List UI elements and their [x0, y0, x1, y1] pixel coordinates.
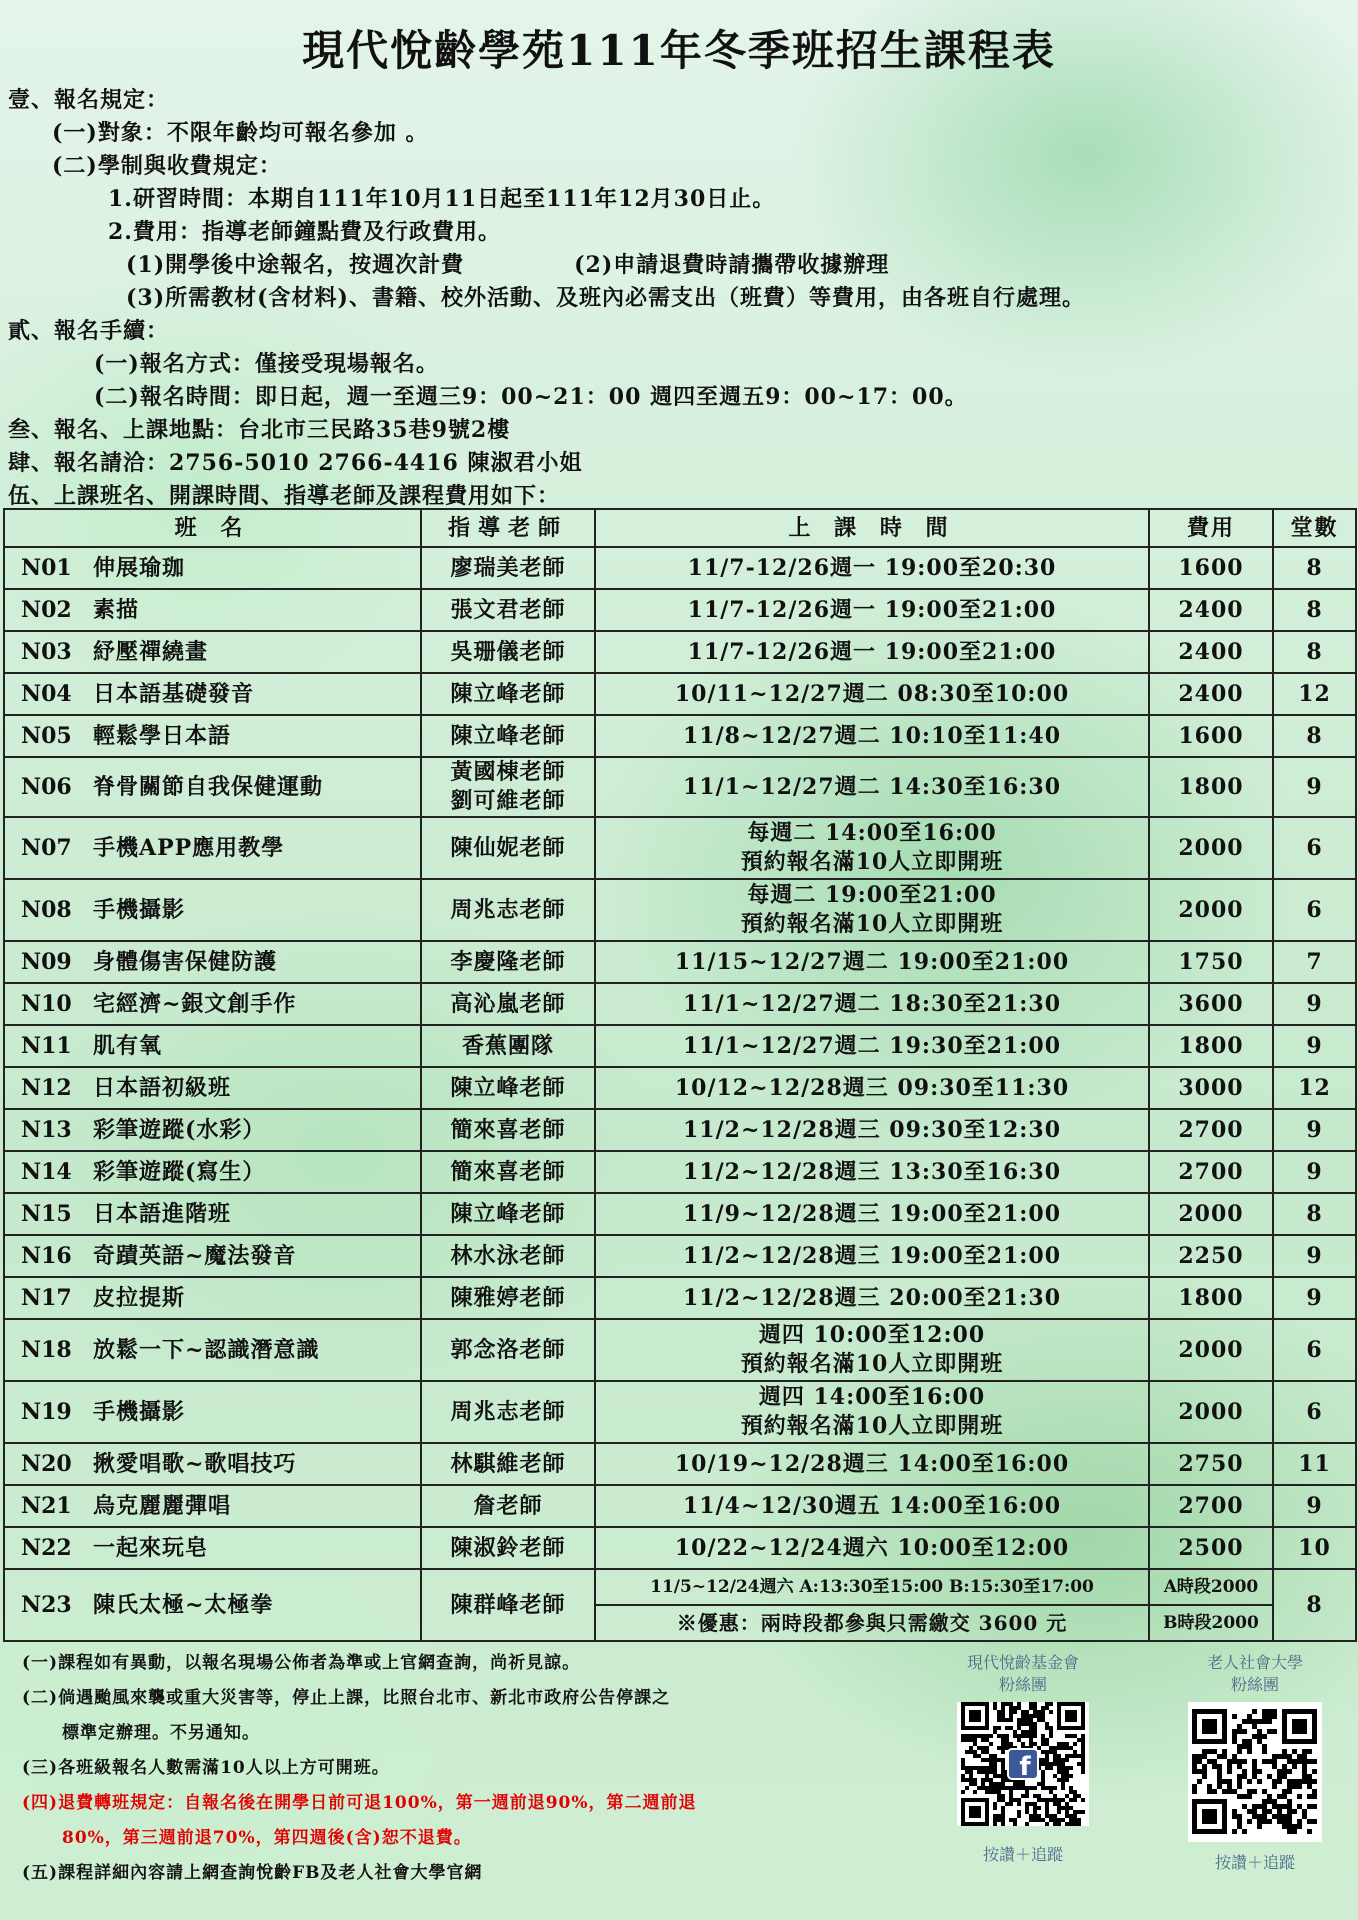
time-cell	[595, 983, 1149, 1025]
teacher-name: 陳立峰老師	[450, 680, 566, 707]
qr-footer: 按讚＋追蹤	[982, 1845, 1063, 1864]
teacher-cell	[421, 673, 595, 715]
time-cell	[595, 1443, 1149, 1485]
teacher-name: 周兆志老師	[450, 896, 566, 923]
note-line: 80%，第三週前退70%，第四週後(含)恕不退費。	[62, 1828, 472, 1848]
class-code: N12	[21, 1074, 72, 1101]
time-cell	[595, 1527, 1149, 1569]
time-cell	[595, 547, 1149, 589]
note-line: (二)倘遇颱風來襲或重大災害等，停止上課，比照台北市、新北市政府公告停課之	[22, 1688, 671, 1708]
header-sessions: 堂數	[1273, 509, 1356, 547]
table-row	[4, 547, 1356, 589]
teacher-cell	[421, 817, 595, 879]
class-name-cell	[4, 1151, 421, 1193]
sessions-cell: 11	[1273, 1443, 1356, 1485]
class-time: 10/19~12/28週三 14:00至16:00	[674, 1450, 1070, 1477]
teacher-cell	[421, 1235, 595, 1277]
teacher-cell	[421, 1151, 595, 1193]
fee-cell: 1800	[1149, 757, 1273, 817]
sessions-cell: 6	[1273, 879, 1356, 941]
class-name: 彩筆遊蹤(寫生）	[93, 1158, 266, 1185]
class-name-cell	[4, 631, 421, 673]
table-row	[4, 1485, 1356, 1527]
class-time: 11/2~12/28週三 09:30至12:30	[682, 1116, 1062, 1143]
teacher-cell	[421, 1443, 595, 1485]
class-name-cell	[4, 547, 421, 589]
class-code: N15	[21, 1200, 72, 1227]
teacher-name: 李慶隆老師	[450, 948, 566, 975]
fee-cell-b: B時段2000	[1149, 1605, 1273, 1641]
time-cell	[595, 1485, 1149, 1527]
class-code: N10	[21, 990, 72, 1017]
class-name: 一起來玩皂	[93, 1534, 209, 1561]
class-name-cell	[4, 879, 421, 941]
teacher-cell	[421, 983, 595, 1025]
teacher-name: 香蕉團隊	[461, 1032, 554, 1059]
time-cell	[595, 715, 1149, 757]
table-row	[4, 1277, 1356, 1319]
sessions-cell: 9	[1273, 1109, 1356, 1151]
sessions-cell: 6	[1273, 817, 1356, 879]
class-code: N20	[21, 1450, 72, 1477]
class-code: N04	[21, 680, 72, 707]
class-name: 伸展瑜珈	[93, 554, 186, 581]
class-name: 宅經濟~銀文創手作	[93, 990, 297, 1017]
class-time-note: 預約報名滿10人立即開班	[740, 911, 1004, 937]
rule-line	[8, 84, 1354, 117]
table-row	[4, 757, 1356, 817]
teacher-name: 林水泳老師	[450, 1242, 566, 1269]
table-row	[4, 1527, 1356, 1569]
qr-footer: 按讚＋追蹤	[1214, 1853, 1295, 1872]
rule-line	[8, 282, 1354, 315]
fee-cell: 1800	[1149, 1277, 1273, 1319]
class-name-cell	[4, 1109, 421, 1151]
rule-text: (一)對象：不限年齡均可報名參加 。	[52, 120, 429, 146]
class-name-cell	[4, 1485, 421, 1527]
header-time: 上 課 時 間	[595, 509, 1149, 547]
class-name-cell	[4, 757, 421, 817]
note-line: (一)課程如有異動，以報名現場公佈者為準或上官網查詢，尚祈見諒。	[22, 1653, 581, 1673]
class-code: N11	[21, 1032, 72, 1059]
class-name: 手機APP應用教學	[93, 834, 285, 861]
time-cell	[595, 1109, 1149, 1151]
teacher-name: 廖瑞美老師	[450, 554, 566, 581]
sessions-cell: 9	[1273, 1277, 1356, 1319]
fee-cell: 2400	[1149, 673, 1273, 715]
university-qr-block	[1170, 1652, 1340, 1874]
table-row	[4, 631, 1356, 673]
rule-text: (3)所需教材(含材料)、書籍、校外活動、及班內必需支出（班費）等費用，由各班自行處理。	[126, 285, 1085, 311]
rule-line	[8, 183, 1354, 216]
class-name-cell	[4, 589, 421, 631]
rule-line	[8, 249, 1354, 282]
table-row	[4, 1193, 1356, 1235]
class-name-cell	[4, 715, 421, 757]
registration-rules	[8, 84, 1354, 513]
table-row	[4, 1235, 1356, 1277]
class-time: 11/1~12/27週二 14:30至16:30	[682, 773, 1062, 800]
class-name-cell	[4, 1527, 421, 1569]
fee-cell: 1800	[1149, 1025, 1273, 1067]
rule-text: 叁、報名、上課地點：台北市三民路35巷9號2樓	[8, 417, 511, 443]
teacher-name: 陳立峰老師	[450, 1074, 566, 1101]
class-time: 11/2~12/28週三 20:00至21:30	[682, 1284, 1062, 1311]
teacher-cell	[421, 715, 595, 757]
rule-text: 肆、報名請洽：2756-5010 2766-4416 陳淑君小姐	[8, 450, 583, 476]
table-row	[4, 673, 1356, 715]
time-cell	[595, 1381, 1149, 1443]
fee-cell: 2400	[1149, 589, 1273, 631]
promo-cell: ※優惠：兩時段都參與只需繳交 3600 元	[595, 1605, 1149, 1641]
class-time: 10/11~12/27週二 08:30至10:00	[674, 680, 1070, 707]
teacher-cell	[421, 1109, 595, 1151]
teacher-cell	[421, 631, 595, 673]
fee-cell: 2000	[1149, 1319, 1273, 1381]
class-time: 10/22~12/24週六 10:00至12:00	[674, 1534, 1070, 1561]
class-code: N18	[21, 1336, 72, 1363]
class-name-cell	[4, 1277, 421, 1319]
class-code: N06	[21, 773, 72, 800]
table-row	[4, 715, 1356, 757]
time-cell	[595, 757, 1149, 817]
time-cell	[595, 589, 1149, 631]
sessions-cell: 9	[1273, 1025, 1356, 1067]
teacher-cell	[421, 1277, 595, 1319]
fee-cell: 2700	[1149, 1109, 1273, 1151]
teacher-name: 詹老師	[473, 1492, 543, 1519]
sessions-cell: 8	[1273, 715, 1356, 757]
class-name: 紓壓禪繞畫	[93, 638, 209, 665]
class-code: N03	[21, 638, 72, 665]
class-code: N09	[21, 948, 72, 975]
class-name: 素描	[93, 596, 140, 623]
class-code: N07	[21, 834, 72, 861]
sessions-cell: 9	[1273, 1485, 1356, 1527]
time-cell	[595, 1025, 1149, 1067]
teacher-name: 簡來喜老師	[450, 1158, 566, 1185]
class-name: 奇蹟英語~魔法發音	[93, 1242, 297, 1269]
fee-cell: 2500	[1149, 1527, 1273, 1569]
qr-caption-line1: 老人社會大學	[1206, 1653, 1303, 1672]
teacher-cell	[421, 547, 595, 589]
class-name-cell	[4, 1235, 421, 1277]
class-time: 11/7-12/26週一 19:00至20:30	[687, 554, 1057, 581]
teacher-cell	[421, 1025, 595, 1067]
sessions-cell: 7	[1273, 941, 1356, 983]
table-row	[4, 879, 1356, 941]
time-cell	[595, 817, 1149, 879]
table-row	[4, 1443, 1356, 1485]
table-header-row	[4, 509, 1356, 547]
table-row	[4, 817, 1356, 879]
sessions-cell: 8	[1273, 1193, 1356, 1235]
class-time: 11/1~12/27週二 19:30至21:00	[682, 1032, 1062, 1059]
teacher-name: 陳淑鈴老師	[450, 1534, 566, 1561]
note-line: (三)各班級報名人數需滿10人以上方可開班。	[22, 1758, 390, 1778]
time-cell: 11/5~12/24週六 A:13:30至15:00 B:15:30至17:00	[595, 1569, 1149, 1605]
svg-text:f: f	[1019, 1752, 1031, 1782]
class-time: 11/1~12/27週二 18:30至21:30	[682, 990, 1062, 1017]
rule-line	[8, 117, 1354, 150]
time-cell	[595, 1235, 1149, 1277]
rule-text: 伍、上課班名、開課時間、指導老師及課程費用如下：	[8, 483, 561, 509]
class-code: N22	[21, 1534, 72, 1561]
fee-cell: 2000	[1149, 879, 1273, 941]
rule-text: 2.費用：指導老師鐘點費及行政費用。	[108, 219, 501, 245]
page-title: 現代悅齡學苑111年冬季班招生課程表	[302, 26, 1056, 75]
class-name: 烏克麗麗彈唱	[93, 1492, 232, 1519]
teacher-name: 簡來喜老師	[450, 1116, 566, 1143]
time-cell	[595, 941, 1149, 983]
rule-line	[8, 447, 1354, 480]
sessions-cell: 8	[1273, 631, 1356, 673]
fee-cell: 2700	[1149, 1485, 1273, 1527]
class-name-cell	[4, 1067, 421, 1109]
sessions-cell: 9	[1273, 983, 1356, 1025]
time-cell	[595, 631, 1149, 673]
class-code: N19	[21, 1398, 72, 1425]
sessions-cell: 9	[1273, 757, 1356, 817]
rule-line	[8, 150, 1354, 183]
fee-cell-a: A時段2000	[1149, 1569, 1273, 1605]
teacher-name: 陳立峰老師	[450, 1200, 566, 1227]
class-code: N23	[21, 1591, 72, 1618]
facebook-icon	[1008, 1749, 1038, 1782]
university-qr-code[interactable]	[1188, 1702, 1322, 1842]
fee-cell: 2700	[1149, 1151, 1273, 1193]
class-code: N05	[21, 722, 72, 749]
header-teacher: 指導老師	[421, 509, 595, 547]
class-name-cell	[4, 1443, 421, 1485]
rule-line	[8, 381, 1354, 414]
time-cell	[595, 1319, 1149, 1381]
teacher-name: 高沁嵐老師	[450, 990, 566, 1017]
sessions-cell: 12	[1273, 673, 1356, 715]
table-row	[4, 941, 1356, 983]
class-name-cell	[4, 1569, 421, 1641]
class-time: 每週二 19:00至21:00	[747, 882, 997, 908]
fee-cell: 2000	[1149, 817, 1273, 879]
class-name: 手機攝影	[93, 896, 186, 923]
notes-section	[22, 1646, 697, 1891]
class-name: 脊骨關節自我保健運動	[93, 773, 324, 800]
foundation-qr-code[interactable]	[957, 1702, 1089, 1826]
class-code: N16	[21, 1242, 72, 1269]
rule-line	[8, 348, 1354, 381]
qr-caption-line1: 現代悅齡基金會	[966, 1653, 1079, 1672]
class-code: N08	[21, 896, 72, 923]
fee-cell: 2750	[1149, 1443, 1273, 1485]
teacher-cell	[421, 1319, 595, 1381]
teacher-cell	[421, 1067, 595, 1109]
class-code: N14	[21, 1158, 72, 1185]
class-time: 週四 10:00至12:00	[758, 1322, 986, 1348]
class-time: 11/7-12/26週一 19:00至21:00	[687, 596, 1057, 623]
table-row	[4, 1569, 1356, 1605]
teacher-name: 張文君老師	[450, 596, 566, 623]
fee-cell: 2250	[1149, 1235, 1273, 1277]
sessions-cell: 12	[1273, 1067, 1356, 1109]
rule-text: 壹、報名規定：	[8, 87, 170, 113]
class-name: 日本語進階班	[93, 1200, 232, 1227]
sessions-cell: 9	[1273, 1151, 1356, 1193]
fee-cell: 2000	[1149, 1193, 1273, 1235]
class-name: 日本語基礎發音	[93, 680, 255, 707]
table-row	[4, 1109, 1356, 1151]
note-line: (五)課程詳細內容請上網查詢悅齡FB及老人社會大學官網	[22, 1863, 483, 1883]
teacher-name: 吳珊儀老師	[450, 638, 566, 665]
rule-text: (二)學制與收費規定：	[52, 153, 282, 179]
teacher-cell	[421, 879, 595, 941]
teacher-name: 陳仙妮老師	[450, 834, 566, 861]
fee-cell: 1600	[1149, 715, 1273, 757]
sessions-cell: 10	[1273, 1527, 1356, 1569]
class-time: 11/8~12/27週二 10:10至11:40	[682, 722, 1062, 749]
teacher-cell	[421, 1485, 595, 1527]
fee-cell: 1750	[1149, 941, 1273, 983]
fee-cell: 1600	[1149, 547, 1273, 589]
teacher-name: 黃國棟老師	[450, 759, 566, 785]
class-name: 身體傷害保健防護	[93, 948, 278, 975]
class-name-cell	[4, 817, 421, 879]
time-cell	[595, 1277, 1149, 1319]
class-name-cell	[4, 1319, 421, 1381]
sessions-cell: 8	[1273, 589, 1356, 631]
teacher-name: 陳雅婷老師	[450, 1284, 566, 1311]
fee-cell: 3000	[1149, 1067, 1273, 1109]
class-name: 手機攝影	[93, 1398, 186, 1425]
class-name: 彩筆遊蹤(水彩）	[93, 1116, 266, 1143]
fee-cell: 2000	[1149, 1381, 1273, 1443]
class-time-note: 預約報名滿10人立即開班	[740, 849, 1004, 875]
qr-caption-line2: 粉絲團	[998, 1675, 1047, 1694]
table-row	[4, 1067, 1356, 1109]
teacher-cell	[421, 589, 595, 631]
rule-line	[8, 315, 1354, 348]
teacher-cell	[421, 1527, 595, 1569]
class-code: N02	[21, 596, 72, 623]
class-time: 11/9~12/28週三 19:00至21:00	[682, 1200, 1062, 1227]
class-time: 每週二 14:00至16:00	[747, 820, 997, 846]
class-name: 輕鬆學日本語	[93, 722, 232, 749]
class-name: 陳氏太極~太極拳	[93, 1591, 274, 1618]
class-name: 日本語初級班	[93, 1074, 232, 1101]
rule-text: (1)開學後中途報名，按週次計費	[126, 252, 465, 278]
teacher-name: 陳立峰老師	[450, 722, 566, 749]
rule-text: (二)報名時間：即日起，週一至週三9：00~21：00 週四至週五9：00~17：00。	[94, 384, 968, 410]
note-line: 標準定辦理。不另通知。	[62, 1723, 260, 1743]
class-time: 11/7-12/26週一 19:00至21:00	[687, 638, 1057, 665]
time-cell	[595, 1193, 1149, 1235]
time-cell	[595, 673, 1149, 715]
table-row	[4, 983, 1356, 1025]
teacher-cell	[421, 1381, 595, 1443]
class-time-note: 預約報名滿10人立即開班	[740, 1351, 1004, 1377]
table-row	[4, 589, 1356, 631]
class-name: 肌有氧	[93, 1032, 163, 1059]
note-line: (四)退費轉班規定：自報名後在開學日前可退100%，第一週前退90%，第二週前退	[22, 1793, 697, 1813]
teacher-name: 劉可維老師	[450, 788, 566, 814]
class-code: N13	[21, 1116, 72, 1143]
teacher-cell	[421, 1193, 595, 1235]
fee-cell: 3600	[1149, 983, 1273, 1025]
sessions-cell: 6	[1273, 1319, 1356, 1381]
teacher-cell	[421, 757, 595, 817]
class-name: 皮拉提斯	[93, 1284, 186, 1311]
class-name-cell	[4, 1193, 421, 1235]
class-time: 週四 14:00至16:00	[758, 1384, 986, 1410]
class-code: N21	[21, 1492, 72, 1519]
rule-line	[8, 414, 1354, 447]
header-class-name: 班 名	[4, 509, 421, 547]
class-time: 11/4~12/30週五 14:00至16:00	[682, 1492, 1062, 1519]
table-row	[4, 1319, 1356, 1381]
foundation-qr-block	[928, 1652, 1118, 1866]
qr-caption-line2: 粉絲團	[1230, 1675, 1279, 1694]
class-time: 11/15~12/27週二 19:00至21:00	[674, 948, 1070, 975]
sessions-cell: 8	[1273, 547, 1356, 589]
course-table	[3, 508, 1357, 1642]
rule-text: (一)報名方式：僅接受現場報名。	[94, 351, 439, 377]
class-time: 11/2~12/28週三 19:00至21:00	[682, 1242, 1062, 1269]
class-name-cell	[4, 983, 421, 1025]
header-fee: 費用	[1149, 509, 1273, 547]
class-name-cell	[4, 1025, 421, 1067]
rule-line	[8, 216, 1354, 249]
rule-text: 1.研習時間：本期自111年10月11日起至111年12月30日止。	[108, 186, 776, 212]
table-row	[4, 1151, 1356, 1193]
class-name: 放鬆一下~認識潛意識	[93, 1336, 320, 1363]
rule-text: (2)申請退費時請攜帶收據辦理	[574, 252, 890, 278]
sessions-cell: 9	[1273, 1235, 1356, 1277]
teacher-cell: 陳群峰老師	[421, 1569, 595, 1641]
teacher-name: 周兆志老師	[450, 1398, 566, 1425]
class-name-cell	[4, 1381, 421, 1443]
teacher-name: 林騏維老師	[450, 1450, 566, 1477]
time-cell	[595, 1067, 1149, 1109]
class-name-cell	[4, 673, 421, 715]
time-cell	[595, 879, 1149, 941]
class-time: 11/2~12/28週三 13:30至16:30	[682, 1158, 1062, 1185]
class-name: 揪愛唱歌~歌唱技巧	[93, 1450, 297, 1477]
class-time-note: 預約報名滿10人立即開班	[740, 1413, 1004, 1439]
teacher-cell	[421, 941, 595, 983]
class-code: N17	[21, 1284, 72, 1311]
sessions-cell: 8	[1273, 1569, 1356, 1641]
fee-cell: 2400	[1149, 631, 1273, 673]
class-name-cell	[4, 941, 421, 983]
table-row	[4, 1025, 1356, 1067]
sessions-cell: 6	[1273, 1381, 1356, 1443]
class-time: 10/12~12/28週三 09:30至11:30	[674, 1074, 1070, 1101]
teacher-name: 郭念洛老師	[450, 1336, 566, 1363]
rule-text: 貳、報名手續：	[8, 318, 170, 344]
time-cell	[595, 1151, 1149, 1193]
class-code: N01	[21, 554, 72, 581]
table-row	[4, 1381, 1356, 1443]
